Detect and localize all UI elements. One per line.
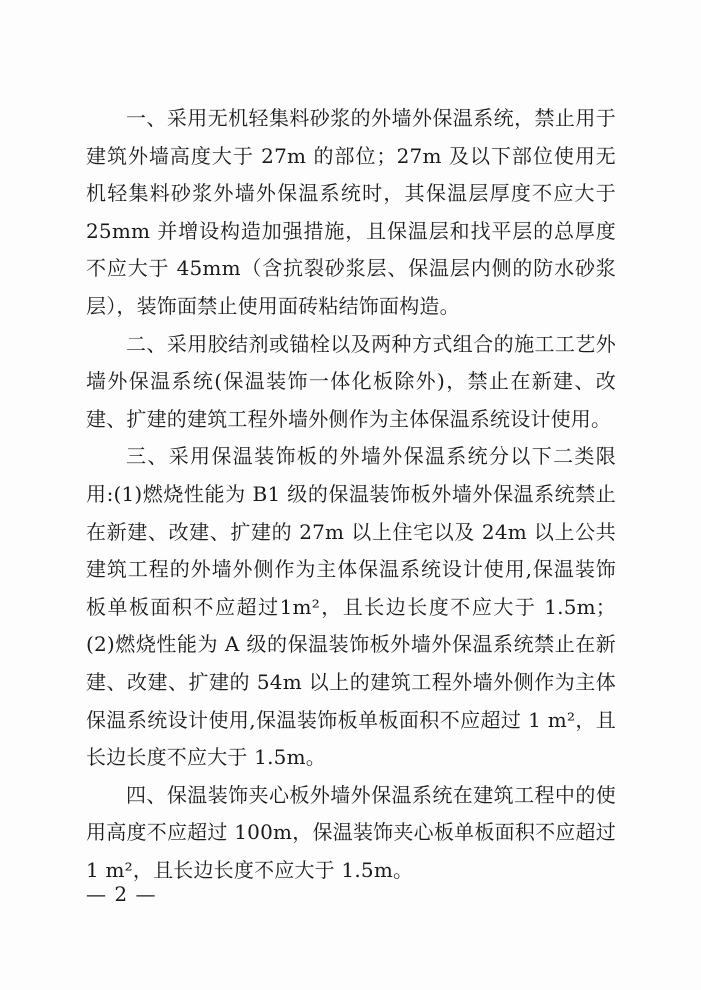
page-number: — 2 — <box>86 882 157 906</box>
document-body <box>86 100 616 889</box>
paragraph-4: 四、保温装饰夹心板外墙外保温系统在建筑工程中的使用高度不应超过 100m，保温装饰夹心板单板面积不应超过 1 m²，且长边长度不应大于 1.5m。 <box>86 782 616 882</box>
paragraph-1: 一、采用无机轻集料砂浆的外墙外保温系统，禁止用于建筑外墙高度大于 27m 的部位；27m 及以下部位使用无机轻集料砂浆外墙外保温系统时，其保温层厚度不应大于 25mm 并增设构造加强措施，且保温层和找平层的总厚度不应大于 45mm（含抗裂砂浆层、保温层内侧的防水砂浆层），装饰面禁止使用面砖粘结饰面构造。 <box>86 106 616 318</box>
paragraph-3: 三、采用保温装饰板的外墙外保温系统分以下二类限用:(1)燃烧性能为 B1 级的保温装饰板外墙外保温系统禁止在新建、改建、扩建的 27m 以上住宅以及 24m 以上公共建筑工程的外墙外侧作为主体保温系统设计使用,保温装饰板单板面积不应超过1m²，且长边长度不应大于 1.5m；(2)燃烧性能为 A 级的保温装饰板外墙外保温系统禁止在新建、改建、扩建的 54m 以上的建筑工程外墙外侧作为主体保温系统设计使用,保温装饰板单板面积不应超过 1 m²，且长边长度不应大于 1.5m。 <box>86 444 616 770</box>
paragraph-2: 二、采用胶结剂或锚栓以及两种方式组合的施工工艺外墙外保温系统(保温装饰一体化板除外)，禁止在新建、改建、扩建的建筑工程外墙外侧作为主体保温系统设计使用。 <box>86 331 616 431</box>
